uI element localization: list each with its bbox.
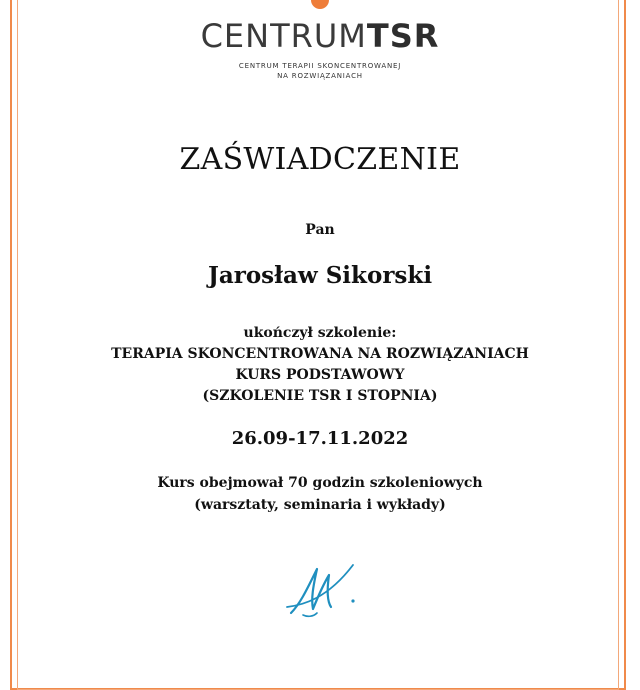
logo-brand-light: CENTRUM [200,17,367,55]
signature-icon [283,555,363,625]
logo-wordmark [0,16,640,56]
logo-subtitle-line2: NA ROZWIĄZANIACH [277,72,363,80]
course-name-line3: (SZKOLENIE TSR I STOPNIA) [202,388,438,404]
logo-subtitle-line1: CENTRUM TERAPII SKONCENTROWANEJ [238,62,402,70]
hours-line1: Kurs obejmował 70 godzin szkoleniowych [157,475,483,491]
course-name-line2: KURS PODSTAWOWY [235,367,405,383]
logo-brand-bold: TSR [366,17,440,55]
salutation: Pan [305,222,335,238]
certificate-title: ZAŚWIADCZENIE [179,142,461,177]
course-dates: 26.09-17.11.2022 [231,428,409,449]
course-name-line1: TERAPIA SKONCENTROWANA NA ROZWIĄZANIACH [111,346,529,362]
recipient-name: Jarosław Sikorski [207,262,433,289]
completed-label: ukończył szkolenie: [243,325,397,341]
hours-line2: (warsztaty, seminaria i wykłady) [194,497,446,513]
